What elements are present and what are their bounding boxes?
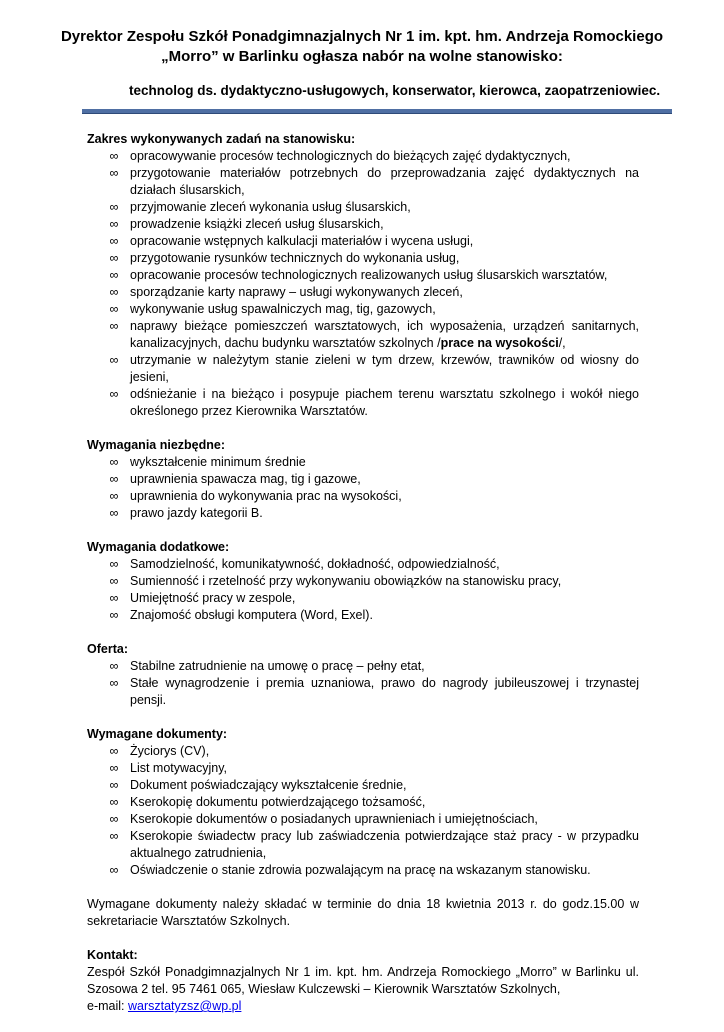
infinity-bullet-icon: ∞ [109,591,119,605]
infinity-bullet-icon: ∞ [109,302,119,316]
list-item: ∞ przygotowanie rysunków technicznych do wykonania usług, [87,250,639,267]
infinity-bullet-icon: ∞ [109,251,119,265]
section-zakres [87,131,639,420]
contact-email-line [87,998,639,1015]
list-item: ∞ Kserokopię dokumentu potwierdzającego tożsamość, [87,794,639,811]
list-item: ∞ przygotowanie materiałów potrzebnych do przeprowadzania zajęć dydaktycznych na działach ślusarskich, [87,165,639,199]
section-dodatkowe [87,539,639,624]
list-item: ∞ naprawy bieżące pomieszczeń warsztatowych, ich wyposażenia, urządzeń sanitarnych, kanalizacyjnych, dachu budynku warsztatów szkolnych /prace na wysokości/, [87,318,639,352]
header-title [40,27,684,67]
header-positions: technolog ds. dydaktyczno-usługowych, konserwator, kierowca, zaopatrzeniowiec. [129,83,661,98]
list-item: ∞ Kserokopie świadectw pracy lub zaświadczenia potwierdzające staż pracy - w przypadku aktualnego zatrudnienia, [87,828,639,862]
email-link[interactable]: warsztatyzsz@wp.pl [127,999,242,1013]
section-title: Zakres wykonywanych zadań na stanowisku: [87,132,356,146]
section-title: Kontakt: [87,948,138,962]
list-item: ∞ Umiejętność pracy w zespole, [87,590,639,607]
infinity-bullet-icon: ∞ [109,574,119,588]
section-title: Wymagania dodatkowe: [87,540,230,554]
list-item: ∞ prowadzenie książki zleceń usług ślusarskich, [87,216,639,233]
bold-phrase: prace na wysokości [440,336,559,350]
bullet-list [87,658,639,709]
infinity-bullet-icon: ∞ [109,659,119,673]
infinity-bullet-icon: ∞ [109,319,119,333]
section-oferta [87,641,639,709]
list-item: ∞ Kserokopie dokumentów o posiadanych uprawnieniach i umiejętnościach, [87,811,639,828]
list-item: ∞ Oświadczenie o stanie zdrowia pozwalającym na pracę na wskazanym stanowisku. [87,862,639,879]
list-item: ∞ utrzymanie w należytym stanie zieleni w tym drzew, krzewów, trawników od wiosny do jesieni, [87,352,639,386]
list-item: ∞ wykonywanie usług spawalniczych mag, tig, gazowych, [87,301,639,318]
list-item: ∞ List motywacyjny, [87,760,639,777]
header-title-line1: Dyrektor Zespołu Szkół Ponadgimnazjalnych Nr 1 im. kpt. hm. Andrzeja Romockiego [60,28,664,45]
infinity-bullet-icon: ∞ [109,200,119,214]
list-item: ∞ sporządzanie karty naprawy – usługi wykonywanych zleceń, [87,284,639,301]
bullet-list [87,148,639,420]
section-title: Wymagane dokumenty: [87,727,228,741]
list-item: ∞ uprawnienia spawacza mag, tig i gazowe, [87,471,639,488]
contact-text: Zespół Szkół Ponadgimnazjalnych Nr 1 im. kpt. hm. Andrzeja Romockiego „Morro” w Barlinku ul. Szosowa 2 tel. 95 7461 065, Wiesław Kulczewski – Kierownik Warsztatów Szkolnych, [87,965,639,996]
list-item: ∞ Dokument poświadczający wykształcenie średnie, [87,777,639,794]
bullet-list [87,454,639,522]
section-niezbedne [87,437,639,522]
bullet-list [87,743,639,879]
list-item: ∞ opracowywanie procesów technologicznych do bieżących zajęć dydaktycznych, [87,148,639,165]
infinity-bullet-icon: ∞ [109,795,119,809]
infinity-bullet-icon: ∞ [109,608,119,622]
list-item: ∞ opracowanie procesów technologicznych realizowanych usług ślusarskich warsztatów, [87,267,639,284]
email-label: e-mail: [87,999,128,1013]
list-item: ∞ wykształcenie minimum średnie [87,454,639,471]
bullet-list [87,556,639,624]
list-item: ∞ Stabilne zatrudnienie na umowę o pracę – pełny etat, [87,658,639,675]
list-item: ∞ prawo jazdy kategorii B. [87,505,639,522]
infinity-bullet-icon: ∞ [109,863,119,877]
infinity-bullet-icon: ∞ [109,387,119,401]
infinity-bullet-icon: ∞ [109,166,119,180]
infinity-bullet-icon: ∞ [109,268,119,282]
list-item: ∞ Znajomość obsługi komputera (Word, Exel). [87,607,639,624]
section-dokumenty [87,726,639,879]
content [87,131,639,1032]
list-item: ∞ odśnieżanie i na bieżąco i posypuje piachem terenu warsztatu szkolnego i wokół niego określonego przez Kierownika Warsztatów. [87,386,639,420]
infinity-bullet-icon: ∞ [109,217,119,231]
list-item: ∞ Samodzielność, komunikatywność, dokładność, odpowiedzialność, [87,556,639,573]
list-item: ∞ Życiorys (CV), [87,743,639,760]
list-item: ∞ Stałe wynagrodzenie i premia uznaniowa, prawo do nagrody jubileuszowej i trzynastej pensji. [87,675,639,709]
section-title: Oferta: [87,642,128,656]
infinity-bullet-icon: ∞ [109,472,119,486]
section-title: Wymagania niezbędne: [87,438,225,452]
infinity-bullet-icon: ∞ [109,285,119,299]
infinity-bullet-icon: ∞ [109,234,119,248]
deadline-paragraph: Wymagane dokumenty należy składać w terminie do dnia 18 kwietnia 2013 r. do godz.15.00 w sekretariacie Warsztatów Szkolnych. [87,897,639,928]
infinity-bullet-icon: ∞ [109,353,119,367]
infinity-bullet-icon: ∞ [109,557,119,571]
infinity-bullet-icon: ∞ [109,778,119,792]
infinity-bullet-icon: ∞ [109,744,119,758]
header-divider [82,109,672,114]
list-item: ∞ uprawnienia do wykonywania prac na wysokości, [87,488,639,505]
section-kontakt [87,947,639,1015]
infinity-bullet-icon: ∞ [109,489,119,503]
list-item: ∞ przyjmowanie zleceń wykonania usług ślusarskich, [87,199,639,216]
infinity-bullet-icon: ∞ [109,506,119,520]
infinity-bullet-icon: ∞ [109,149,119,163]
infinity-bullet-icon: ∞ [109,676,119,690]
infinity-bullet-icon: ∞ [109,829,119,843]
infinity-bullet-icon: ∞ [109,761,119,775]
infinity-bullet-icon: ∞ [109,812,119,826]
header-title-line2: „Morro” w Barlinku ogłasza nabór na wolne stanowisko: [161,48,563,65]
list-item: ∞ opracowanie wstępnych kalkulacji materiałów i wycena usługi, [87,233,639,250]
infinity-bullet-icon: ∞ [109,455,119,469]
list-item: ∞ Sumienność i rzetelność przy wykonywaniu obowiązków na stanowisku pracy, [87,573,639,590]
